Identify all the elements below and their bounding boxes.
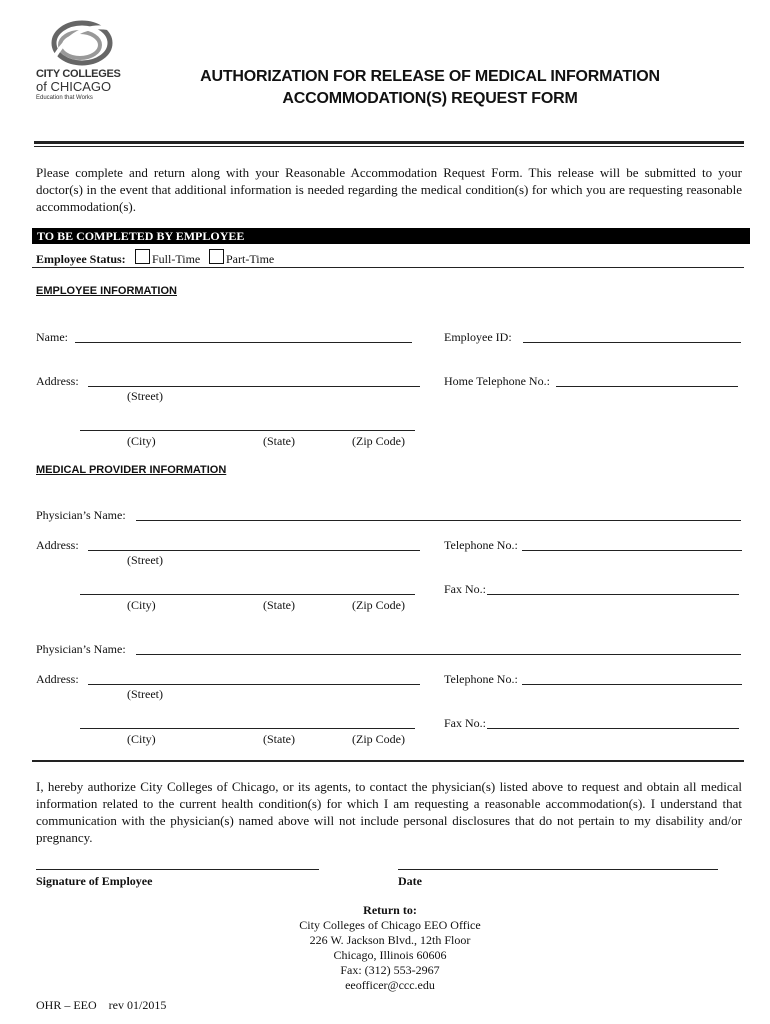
address-street-field[interactable] [88, 386, 420, 387]
zip-caption: (Zip Code) [352, 434, 405, 448]
logo-line2: of CHICAGO [36, 79, 112, 94]
employee-signature-field[interactable] [36, 869, 319, 870]
fulltime-label: Full-Time [152, 252, 201, 266]
employee-info-heading: EMPLOYEE INFORMATION [36, 285, 177, 297]
return-street: 226 W. Jackson Blvd., 12th Floor [309, 933, 471, 947]
parttime-label: Part-Time [226, 252, 275, 266]
state-caption: (State) [263, 434, 295, 448]
physician1-telephone-label: Telephone No.: [444, 538, 518, 552]
employee-status-row [36, 249, 744, 267]
fulltime-checkbox[interactable] [135, 249, 150, 264]
address-city-field[interactable] [80, 430, 415, 431]
employee-status-label: Employee Status: [36, 252, 126, 266]
physician2-city-field[interactable] [80, 728, 415, 729]
header-rule-thin [34, 146, 744, 147]
physician1-street-field[interactable] [88, 550, 420, 551]
physician2-street-field[interactable] [88, 684, 420, 685]
employee-section-bar [32, 228, 750, 244]
physician2-fax-field[interactable] [487, 728, 739, 729]
physician1-city-caption: (City) [127, 598, 156, 612]
return-to-block [240, 903, 540, 993]
physician1-name-label: Physician’s Name: [36, 508, 126, 522]
signature-date-label: Date [398, 874, 422, 888]
date-field[interactable] [398, 869, 718, 870]
physician2-fax-label: Fax No.: [444, 716, 486, 730]
return-email: eeofficer@ccc.edu [345, 978, 435, 992]
logo [36, 18, 126, 108]
logo-swirl-icon [44, 18, 116, 68]
employee-id-label: Employee ID: [444, 330, 512, 344]
physician1-telephone-field[interactable] [522, 550, 742, 551]
return-city: Chicago, Illinois 60606 [333, 948, 447, 962]
physician1-fax-field[interactable] [487, 594, 739, 595]
name-label: Name: [36, 330, 68, 344]
physician1-state-caption: (State) [263, 598, 295, 612]
return-to-heading: Return to: [363, 903, 417, 917]
medical-info-heading: MEDICAL PROVIDER INFORMATION [36, 464, 227, 476]
return-fax: Fax: (312) 553-2967 [340, 963, 440, 977]
physician1-name-field[interactable] [136, 520, 741, 521]
home-phone-field[interactable] [556, 386, 738, 387]
employee-id-field[interactable] [523, 342, 741, 343]
form-title-line1: AUTHORIZATION FOR RELEASE OF MEDICAL INFORMATION [200, 68, 660, 85]
medical-section-rule [32, 760, 744, 762]
physician2-telephone-field[interactable] [522, 684, 742, 685]
physician2-address-label: Address: [36, 672, 79, 686]
street-caption: (Street) [127, 389, 163, 403]
address-label: Address: [36, 374, 79, 388]
physician2-state-caption: (State) [263, 732, 295, 746]
authorization-paragraph: I, hereby authorize City Colleges of Chicago, or its agents, to contact the physician(s) listed above to request and obtain all medical information related to the current health condition(s) for which I am requesting a reasonable accommodation(s). I understand that communication with the physician(s) named above will not include personal disclosures that do not pertain to my disability and/or pregnancy. [36, 779, 742, 845]
physician1-address-label: Address: [36, 538, 79, 552]
logo-line1: CITY COLLEGES [36, 68, 121, 80]
physician1-city-field[interactable] [80, 594, 415, 595]
physician2-zip-caption: (Zip Code) [352, 732, 405, 746]
home-phone-label: Home Telephone No.: [444, 374, 550, 388]
physician1-zip-caption: (Zip Code) [352, 598, 405, 612]
physician2-telephone-label: Telephone No.: [444, 672, 518, 686]
header-rule [34, 141, 744, 144]
physician1-fax-label: Fax No.: [444, 582, 486, 596]
employee-section-title: TO BE COMPLETED BY EMPLOYEE [37, 229, 245, 243]
logo-tagline: Education that Works [36, 95, 93, 101]
physician2-name-label: Physician’s Name: [36, 642, 126, 656]
intro-paragraph: Please complete and return along with your Reasonable Accommodation Request Form. This release will be submitted to your doctor(s) in the event that additional information is needed regarding the medical condition(s) for which you are requesting reasonable accommodation(s). [36, 165, 742, 214]
name-field[interactable] [75, 342, 412, 343]
signature-employee-label: Signature of Employee [36, 874, 153, 888]
return-office: City Colleges of Chicago EEO Office [299, 918, 481, 932]
city-caption: (City) [127, 434, 156, 448]
physician2-name-field[interactable] [136, 654, 741, 655]
physician1-street-caption: (Street) [127, 553, 163, 567]
status-row-rule [32, 267, 744, 268]
parttime-checkbox[interactable] [209, 249, 224, 264]
form-title-line2: ACCOMMODATION(S) REQUEST FORM [282, 90, 578, 107]
physician2-city-caption: (City) [127, 732, 156, 746]
footer-revision: OHR – EEO rev 01/2015 [36, 998, 167, 1012]
physician2-street-caption: (Street) [127, 687, 163, 701]
